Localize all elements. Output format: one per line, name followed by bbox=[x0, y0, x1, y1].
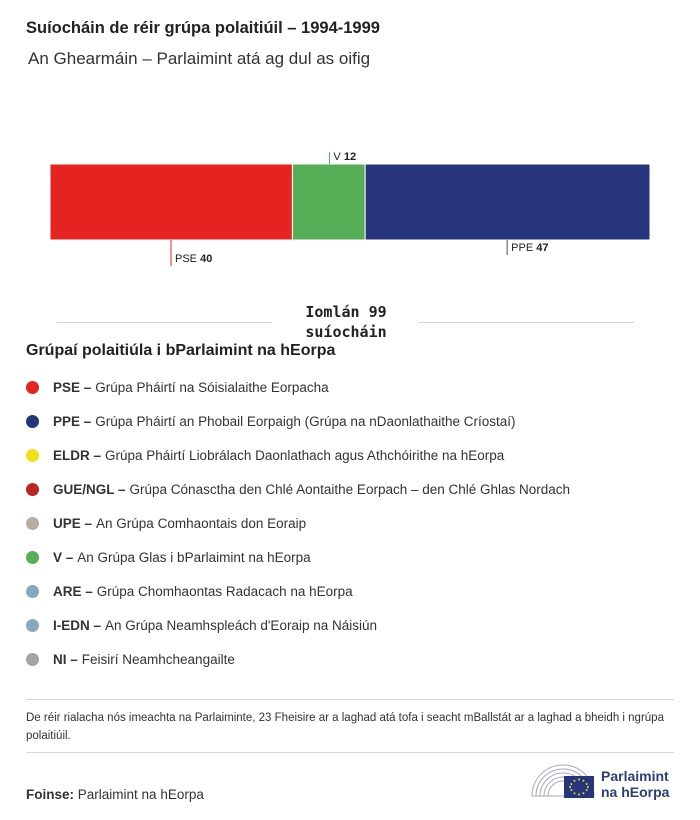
legend-color-dot bbox=[26, 449, 39, 462]
chart-subtitle: An Ghearmáin – Parlaimint atá ag dul as oifig bbox=[28, 49, 371, 68]
note-divider-top bbox=[26, 699, 674, 700]
legend-abbr: GUE/NGL – bbox=[53, 481, 126, 497]
footnote: De réir rialacha nós imeachta na Parlaiminte, 23 Fheisire ar a laghad atá tofa i seacht mBallstát ar a laghad a bheidh i ngrúpa polaitiúil. bbox=[26, 712, 664, 742]
legend-color-dot bbox=[26, 653, 39, 666]
legend-color-dot bbox=[26, 619, 39, 632]
legend-abbr: I-EDN – bbox=[53, 617, 102, 633]
legend-abbr: ELDR – bbox=[53, 447, 102, 463]
legend-item-pse bbox=[26, 370, 570, 404]
legend-abbr: UPE – bbox=[53, 515, 93, 531]
legend-item-ppe bbox=[26, 404, 570, 438]
bar-segment-pse bbox=[50, 164, 292, 240]
legend-label: An Grúpa Glas i bParlaimint na hEorpa bbox=[77, 549, 311, 565]
logo-line-2: na hEorpa bbox=[601, 784, 670, 800]
source-value: Parlaimint na hEorpa bbox=[77, 787, 204, 802]
political-groups-legend bbox=[26, 370, 570, 676]
total-divider-right bbox=[418, 322, 634, 323]
legend-item-gue-ngl bbox=[26, 472, 570, 506]
legend-item-ni bbox=[26, 642, 570, 676]
legend-color-dot bbox=[26, 517, 39, 530]
legend-item-are bbox=[26, 574, 570, 608]
total-divider-left bbox=[57, 322, 272, 323]
logo-wordmark bbox=[601, 768, 669, 800]
logo-line-1: Parlaimint bbox=[601, 768, 669, 784]
data-label-ppe: PPE 47 bbox=[511, 242, 549, 254]
legend-label: Grúpa Pháirtí na Sóisialaithe Eorpacha bbox=[95, 379, 329, 395]
legend-item-v bbox=[26, 540, 570, 574]
legend-color-dot bbox=[26, 415, 39, 428]
legend-abbr: V – bbox=[53, 549, 74, 565]
eu-flag-icon bbox=[564, 776, 594, 798]
seat-distribution-chart bbox=[0, 140, 700, 280]
legend-item-upe bbox=[26, 506, 570, 540]
legend-item-eldr bbox=[26, 438, 570, 472]
source-line bbox=[26, 787, 204, 802]
legend-abbr: ARE – bbox=[53, 583, 93, 599]
note-divider-bottom bbox=[26, 752, 674, 753]
legend-label: Feisirí Neamhcheangailte bbox=[81, 651, 235, 667]
legend-item-i-edn bbox=[26, 608, 570, 642]
legend-label: Grúpa Pháirtí an Phobail Eorpaigh (Grúpa na nDaonlathaithe Críostaí) bbox=[95, 413, 516, 429]
legend-abbr: PSE – bbox=[53, 379, 92, 395]
legend-label: An Grúpa Neamhspleách d'Eoraip na Náisiún bbox=[105, 617, 377, 633]
data-label-v: V 12 bbox=[333, 151, 357, 163]
legend-label: Grúpa Pháirtí Liobrálach Daonlathach agus Athchóirithe na hEorpa bbox=[105, 447, 505, 463]
chart-title: Suíocháin de réir grúpa polaitiúil – 1994-1999 bbox=[26, 19, 380, 37]
legend-color-dot bbox=[26, 483, 39, 496]
legend-label: Grúpa Cónasctha den Chlé Aontaithe Eorpach – den Chlé Ghlas Nordach bbox=[129, 481, 571, 497]
legend-label: An Grúpa Comhaontais don Eoraip bbox=[96, 515, 307, 531]
legend-color-dot bbox=[26, 381, 39, 394]
data-label-pse: PSE 40 bbox=[175, 253, 213, 265]
source-label: Foinse: bbox=[26, 787, 75, 802]
legend-color-dot bbox=[26, 551, 39, 564]
legend-abbr: PPE – bbox=[53, 413, 92, 429]
bar-segment-v bbox=[292, 164, 365, 240]
legend-title: Grúpaí polaitiúla i bParlaimint na hEorpa bbox=[26, 342, 336, 359]
legend-color-dot bbox=[26, 585, 39, 598]
legend-label: Grúpa Chomhaontas Radacach na hEorpa bbox=[96, 583, 353, 599]
legend-abbr: NI – bbox=[53, 651, 78, 667]
total-seats-label: Iomlán 99 suíocháin bbox=[305, 303, 387, 341]
bar-segment-ppe bbox=[365, 164, 650, 240]
